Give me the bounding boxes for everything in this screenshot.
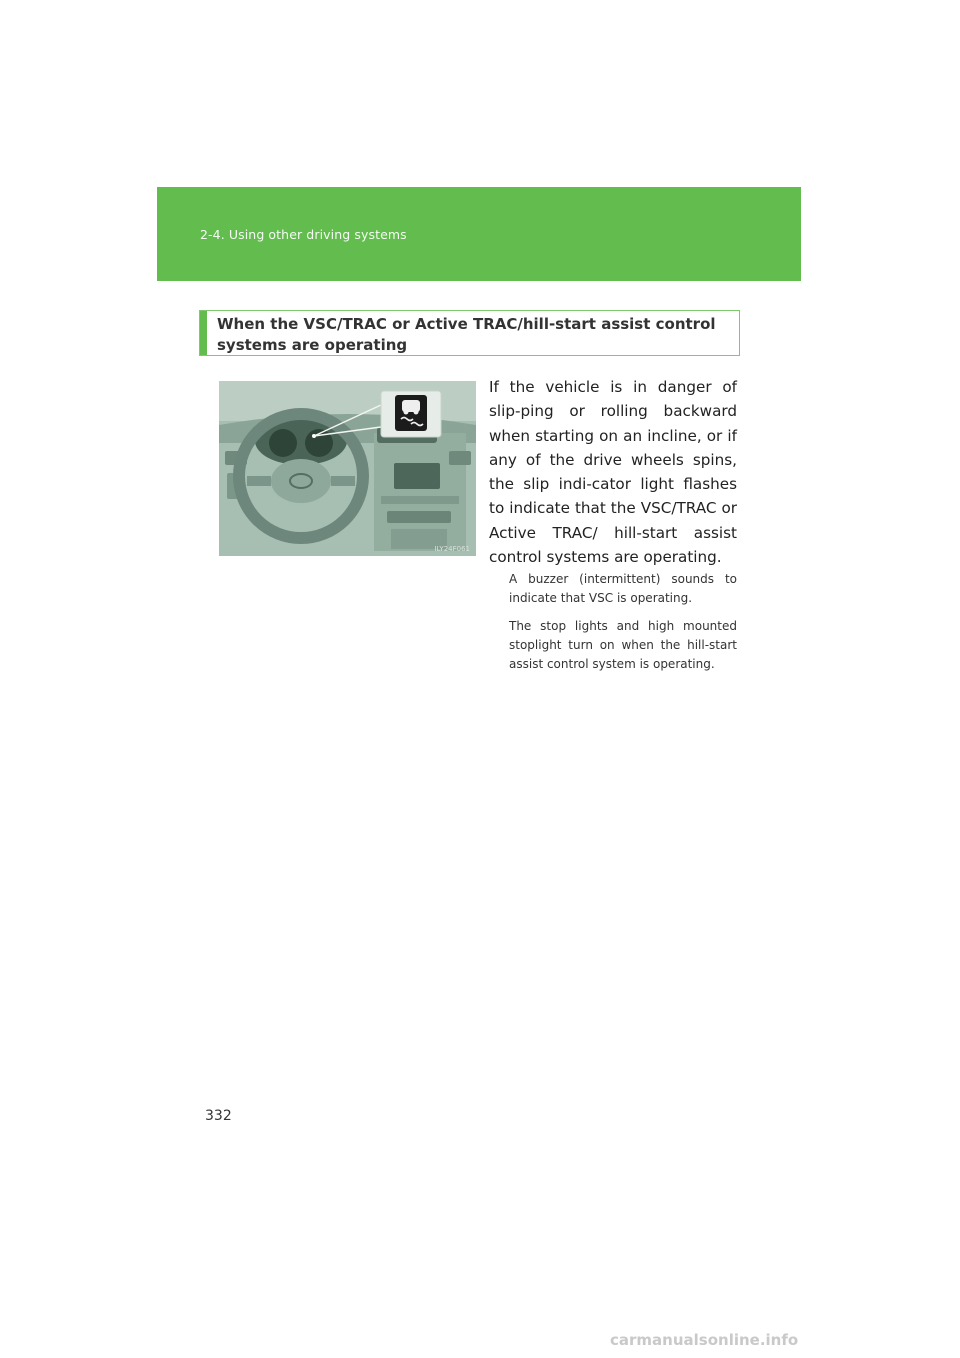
section-title: When the VSC/TRAC or Active TRAC/hill-start assist control systems are operating [217, 315, 716, 354]
page-number: 332 [205, 1108, 232, 1124]
section-heading-bar [200, 311, 207, 355]
figure-code: ILY24F061 [434, 545, 470, 553]
header-band [157, 187, 801, 281]
watermark: carmanualsonline.info [610, 1331, 799, 1349]
section-heading-box [199, 310, 740, 356]
body-paragraph: If the vehicle is in danger of slip-ping or rolling backward when starting on an incline, or if any of the drive wheels spins, the slip indi-cator light flashes to indicate that the VSC/TRAC or Active TRAC/ hill-start assist control systems are operating. [489, 378, 737, 567]
section-breadcrumb: 2-4. Using other driving systems [200, 227, 407, 242]
dashboard-illustration [219, 381, 476, 556]
note-buzzer: A buzzer (intermittent) sounds to indicate that VSC is operating. [509, 572, 737, 605]
note-stop-lights: The stop lights and high mounted stoplight turn on when the hill-start assist control system is operating. [509, 619, 737, 671]
